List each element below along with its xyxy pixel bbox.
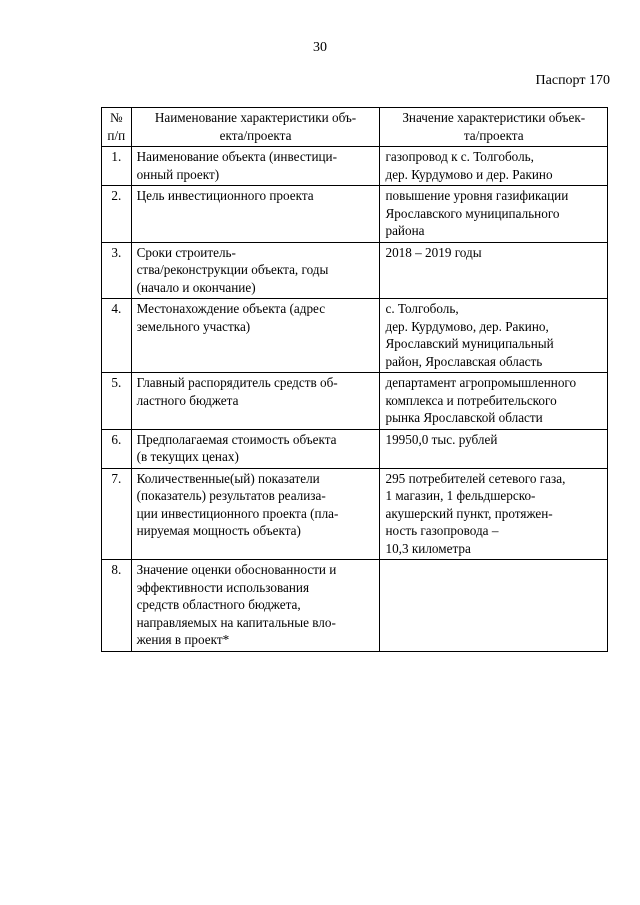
header-characteristic-value: Значение характеристики объек- та/проекта	[380, 108, 608, 147]
row-number: 6.	[102, 429, 132, 468]
table-row	[102, 560, 608, 652]
page-number: 30	[313, 40, 327, 55]
row-number: 4.	[102, 299, 132, 373]
table-row	[102, 242, 608, 299]
row-name: Значение оценки обоснованности и эффективности использования средств областного бюджета, направляемых на капитальные вло- жения в проект*	[131, 560, 380, 652]
table-row	[102, 299, 608, 373]
row-number: 3.	[102, 242, 132, 299]
table-row	[102, 373, 608, 430]
table-row	[102, 186, 608, 243]
row-name: Наименование объекта (инвестици- онный проект)	[131, 147, 380, 186]
table-header-row	[102, 108, 608, 147]
row-number: 2.	[102, 186, 132, 243]
row-value	[380, 560, 608, 652]
row-name: Местонахождение объекта (адрес земельного участка)	[131, 299, 380, 373]
row-name: Главный распорядитель средств об- ластного бюджета	[131, 373, 380, 430]
row-number: 1.	[102, 147, 132, 186]
row-name: Цель инвестиционного проекта	[131, 186, 380, 243]
table-row	[102, 147, 608, 186]
row-value: повышение уровня газификации Ярославского муниципального района	[380, 186, 608, 243]
row-value: 295 потребителей сетевого газа, 1 магазин, 1 фельдшерско- акушерский пункт, протяжен- ность газопровода – 10,3 километра	[380, 468, 608, 560]
passport-label: Паспорт 170	[535, 73, 610, 88]
row-name: Сроки строитель- ства/реконструкции объекта, годы (начало и окончание)	[131, 242, 380, 299]
passport-table	[101, 107, 608, 652]
row-value: газопровод к с. Толгоболь, дер. Курдумово и дер. Ракино	[380, 147, 608, 186]
row-name: Предполагаемая стоимость объекта (в текущих ценах)	[131, 429, 380, 468]
row-name: Количественные(ый) показатели (показатель) результатов реализа- ции инвестиционного проекта (пла- нируемая мощность объекта)	[131, 468, 380, 560]
row-value: 19950,0 тыс. рублей	[380, 429, 608, 468]
row-value: департамент агропромышленного комплекса и потребительского рынка Ярославской области	[380, 373, 608, 430]
row-value: с. Толгоболь, дер. Курдумово, дер. Ракино, Ярославский муниципальный район, Ярославская область	[380, 299, 608, 373]
table-row	[102, 429, 608, 468]
row-number: 7.	[102, 468, 132, 560]
header-number: № п/п	[102, 108, 132, 147]
row-number: 8.	[102, 560, 132, 652]
header-characteristic-name: Наименование характеристики объ- екта/проекта	[131, 108, 380, 147]
table-row	[102, 468, 608, 560]
row-number: 5.	[102, 373, 132, 430]
row-value: 2018 – 2019 годы	[380, 242, 608, 299]
